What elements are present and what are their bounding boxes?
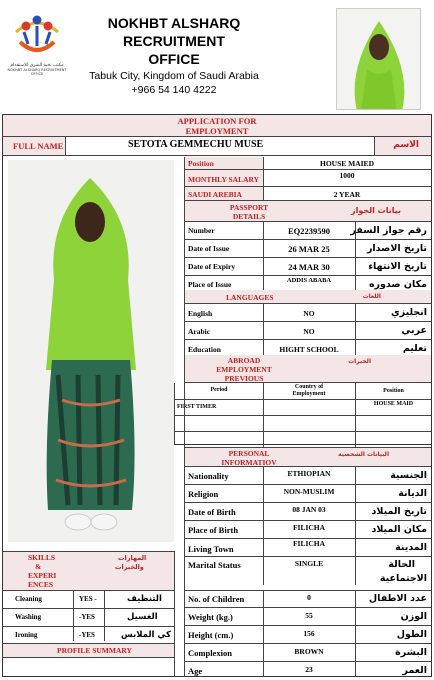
abroad-row (175, 416, 431, 432)
contract-value: 2 YEAR (333, 190, 361, 199)
passport-row-value: 24 MAR 30 (288, 262, 330, 272)
personal-row-value: ETHIOPIAN (287, 469, 331, 478)
title-line-3: OFFICE (148, 51, 200, 67)
logo-caption-ar: مكتب نخبة الشرق للاستقدام (10, 63, 64, 68)
personal-row-value: FILICHA (292, 523, 326, 532)
passport-row-label: Date of Issue (188, 244, 230, 253)
skill-row-label: Washing (15, 613, 42, 621)
personal-row-ar: تاريخ الميلاد (371, 506, 427, 517)
title-line-2: RECRUITMENT (123, 33, 225, 49)
passport-heading (184, 201, 431, 222)
title-line-1: NOKHBT ALSHARQ (107, 15, 241, 31)
logo-emblem (6, 8, 68, 58)
passport-row-label: Place of Issue (188, 280, 232, 289)
personal-row (184, 539, 431, 557)
personal-heading-line-1: PERSONAL (228, 449, 270, 458)
position-label: Position (188, 159, 214, 168)
marital-row (184, 557, 431, 591)
skill-row-label: Ironing (15, 631, 38, 639)
passport-heading-line-1: PASSPORT (229, 203, 269, 212)
language-row-label: English (188, 309, 213, 318)
language-row-value: NO (303, 327, 315, 336)
passport-row-ar: رقم جواز السفر (350, 225, 427, 236)
abroad-heading-line-1: ABROAD (227, 356, 261, 365)
marital-status-ar-line-1: الحالة (388, 559, 415, 570)
personal-row-value: 08 JAN 03 (292, 505, 326, 514)
stat-row (184, 590, 431, 608)
office-city: Tabuk City, Kingdom of Saudi Arabia (89, 70, 259, 82)
skill-row-ar: الغسيل (127, 612, 158, 622)
skill-row-ar: كي الملابس (121, 630, 171, 640)
abroad-row-position: HOUSE MAID (373, 401, 414, 407)
language-row-value: NO (303, 309, 315, 318)
height-value: 156 (303, 629, 315, 638)
passport-row (184, 222, 431, 240)
skill-row (3, 591, 174, 609)
languages-heading-ar: اللغات (362, 293, 381, 300)
personal-row (184, 521, 431, 539)
monthly-salary-value: 1000 (339, 171, 355, 180)
age-label: Age (188, 666, 203, 676)
stat-row (184, 626, 431, 644)
office-phone: +966 54 140 4222 (131, 84, 217, 96)
skill-row-ar: التنظيف (127, 594, 162, 604)
weight-ar: الوزن (400, 611, 427, 622)
marital-status-ar-line-2: الاجتماعية (379, 573, 427, 584)
personal-table (184, 467, 431, 591)
personal-row-value: FILICHA (292, 539, 326, 548)
portrait-photo-full (8, 160, 174, 542)
profile-summary-heading (3, 644, 174, 658)
office-title (68, 14, 280, 96)
personal-heading-ar: البيانات الشخصية (338, 451, 389, 458)
personal-row-label: Religion (188, 489, 219, 499)
abroad-row (175, 432, 431, 447)
full-name-label: FULL NAME (13, 141, 64, 151)
abroad-heading-line-3: PREVIOUS (224, 374, 264, 383)
passport-row (184, 240, 431, 258)
skills-heading-line-1: SKILLS (28, 553, 56, 562)
abroad-heading-line-2: EMPLOYMENT (216, 365, 272, 374)
children-value: 0 (307, 593, 311, 602)
abroad-row-period: FIRST TIMER (177, 404, 217, 410)
profile-summary-label: PROFILE SUMMARY (57, 646, 132, 655)
passport-heading-line-2: DETAILS (232, 212, 266, 221)
full-name-row (3, 137, 431, 156)
job-block (184, 157, 431, 201)
personal-heading-line-2: INFORMATIOV (221, 458, 277, 467)
logo (6, 8, 68, 74)
weight-value: 55 (305, 611, 313, 620)
personal-row-label: Living Town (188, 544, 234, 554)
height-ar: الطول (396, 629, 427, 640)
full-name-ar: الاسم (393, 140, 419, 150)
skills-heading (3, 551, 174, 591)
abroad-row (175, 400, 431, 416)
language-row (184, 322, 431, 340)
complexion-label: Complexion (188, 648, 232, 658)
skill-row-value: -YES (79, 631, 95, 639)
languages-table (184, 304, 431, 358)
personal-row-ar: الجنسية (390, 470, 427, 481)
passport-row-value: 26 MAR 25 (288, 244, 330, 254)
passport-heading-ar: بيانات الجواز (351, 206, 401, 215)
passport-row-value: EQ2239590 (287, 226, 331, 236)
language-row-value: HIGHT SCHOOL (279, 345, 339, 354)
country-label: SAUDI AREBIA (188, 190, 242, 199)
logo-caption-en: NOKHBT ALSHARQ RECRUITMENT OFFICE (7, 68, 67, 76)
height-label: Height (cm.) (188, 630, 234, 640)
stat-row (184, 608, 431, 626)
personal-row-ar: المدينة (395, 542, 427, 553)
passport-row-ar: تاريخ الاصدار (366, 243, 427, 254)
personal-row (184, 467, 431, 485)
abroad-table (174, 383, 431, 445)
languages-heading-label: LANGUAGES (226, 293, 274, 302)
languages-heading (184, 290, 431, 304)
personal-row-label: Place of Birth (188, 525, 239, 535)
abroad-heading-ar: الخبرات (348, 358, 371, 365)
personal-row-value: NON-MUSLIM (283, 487, 335, 496)
passport-row (184, 258, 431, 276)
passport-row-ar: مكان صدوره (368, 279, 427, 290)
skills-heading-ar-line-2: والخبرات (115, 563, 144, 571)
skills-heading-line-4: ENCES (28, 580, 54, 589)
personal-row (184, 503, 431, 521)
abroad-col-country-line-2: Employment (292, 391, 326, 397)
position-value: HOUSE MAIED (320, 159, 374, 168)
personal-row-label: Nationality (188, 471, 229, 481)
portrait-photo-small (336, 8, 421, 110)
skill-row-value: -YES (79, 613, 95, 621)
weight-label: Weight (kg.) (188, 612, 233, 622)
age-value: 23 (305, 665, 313, 674)
full-name-value: SETOTA GEMMECHU MUSE (128, 139, 264, 150)
personal-row-label: Date of Birth (188, 507, 236, 517)
abroad-col-country-line-1: Country of (294, 384, 324, 390)
language-row-label: Education (188, 345, 221, 354)
passport-row-label: Number (188, 226, 215, 235)
skill-row (3, 627, 174, 644)
abroad-col-position: Position (383, 388, 404, 394)
skill-row-label: Cleaning (15, 595, 42, 603)
skills-heading-line-2: & (35, 562, 42, 571)
abroad-heading (184, 355, 431, 383)
language-row-ar: انجليزي (390, 307, 427, 318)
skills-heading-ar-line-1: المهارات (118, 554, 147, 562)
passport-row-label: Date of Expiry (188, 262, 236, 271)
language-row-label: Arabic (188, 327, 211, 336)
skills-heading-line-3: EXPERI (28, 571, 57, 580)
abroad-col-period: Period (210, 387, 228, 393)
skill-row-value: YES - (79, 595, 97, 603)
personal-heading (184, 447, 431, 467)
age-ar: العمر (402, 665, 427, 676)
passport-row-ar: تاريخ الانتهاء (368, 261, 427, 272)
marital-status-label: Marital Status (188, 560, 241, 570)
body-stats-table (184, 590, 431, 679)
complexion-value: BROWN (294, 647, 324, 656)
personal-row-ar: مكان الميلاد (371, 524, 427, 535)
complexion-ar: البشرة (395, 647, 427, 658)
skills-table (3, 591, 174, 658)
children-ar: عدد الاطفال (368, 593, 427, 604)
passport-table (184, 222, 431, 294)
stat-row (184, 662, 431, 679)
language-row-ar: تعليم (402, 343, 427, 354)
personal-row-ar: الديانة (398, 488, 427, 499)
language-row (184, 304, 431, 322)
monthly-salary-label: MONTHLY SALARY (188, 175, 260, 184)
application-heading (3, 115, 431, 137)
language-row-ar: عربي (401, 325, 427, 336)
application-heading-line-1: APPLICATION FOR (177, 116, 257, 126)
application-heading-line-2: EMPLOYMENT (185, 126, 249, 136)
skill-row (3, 609, 174, 627)
children-label: No. of Children (188, 594, 245, 604)
personal-row (184, 485, 431, 503)
stat-row (184, 644, 431, 662)
passport-row-value: ADDIS ABABA (286, 277, 332, 284)
marital-status-value: SINGLE (294, 559, 324, 568)
